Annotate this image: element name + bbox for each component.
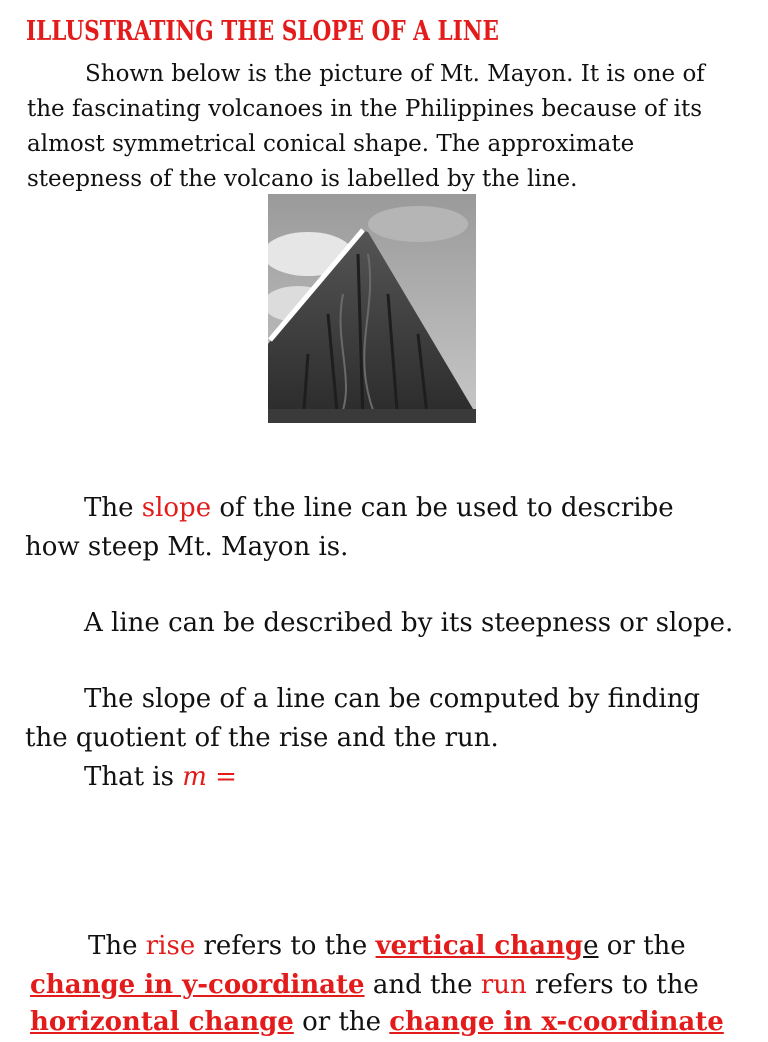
formula-line — [84, 758, 237, 797]
slope-formula-m: m = — [182, 762, 237, 792]
rise-or-the: or the — [598, 931, 686, 961]
y-coordinate-term: change in y-coordinate — [30, 970, 365, 1000]
quotient-line-1: The slope of a line can be computed by finding — [84, 684, 701, 714]
slope-sentence-line-1 — [84, 489, 674, 528]
intro-line-1: Shown below is the picture of Mt. Mayon. It is one of — [85, 61, 705, 87]
vertical-change-end: e — [583, 931, 599, 961]
x-coordinate-term: change in x-coordinate — [389, 1007, 724, 1037]
page-title: ILLUSTRATING THE SLOPE OF A LINE — [26, 16, 499, 47]
horizontal-change-term: horizontal change — [30, 1007, 294, 1037]
quotient-line-2: the quotient of the rise and the run. — [25, 723, 499, 753]
run-refers: refers to the — [526, 970, 699, 1000]
intro-line-3: almost symmetrical conical shape. The approximate — [27, 131, 635, 157]
slope-pre: The — [84, 493, 142, 523]
rise-term: rise — [145, 931, 196, 961]
run-or-the: or the — [293, 1007, 390, 1037]
mt-mayon-photo — [268, 194, 476, 423]
run-term: run — [480, 970, 527, 1000]
intro-line-4: steepness of the volcano is labelled by the line. — [27, 166, 578, 192]
rise-and-the: and the — [364, 970, 481, 1000]
intro-line-2: the fascinating volcanoes in the Philippines because of its — [27, 96, 703, 122]
rise-mid: refers to the — [195, 931, 376, 961]
slope-post: of the line can be used to describe — [211, 493, 674, 523]
slope-sentence-line-2: how steep Mt. Mayon is. — [25, 532, 349, 562]
rise-line-2 — [30, 966, 699, 1005]
describe-sentence: A line can be described by its steepness or slope. — [84, 608, 734, 638]
vertical-change-term: vertical chang — [375, 931, 584, 961]
rise-line-3 — [30, 1003, 724, 1042]
that-is-text: That is — [84, 762, 183, 792]
slope-term: slope — [141, 493, 212, 523]
rise-line-1 — [88, 927, 686, 966]
rise-pre: The — [88, 931, 146, 961]
